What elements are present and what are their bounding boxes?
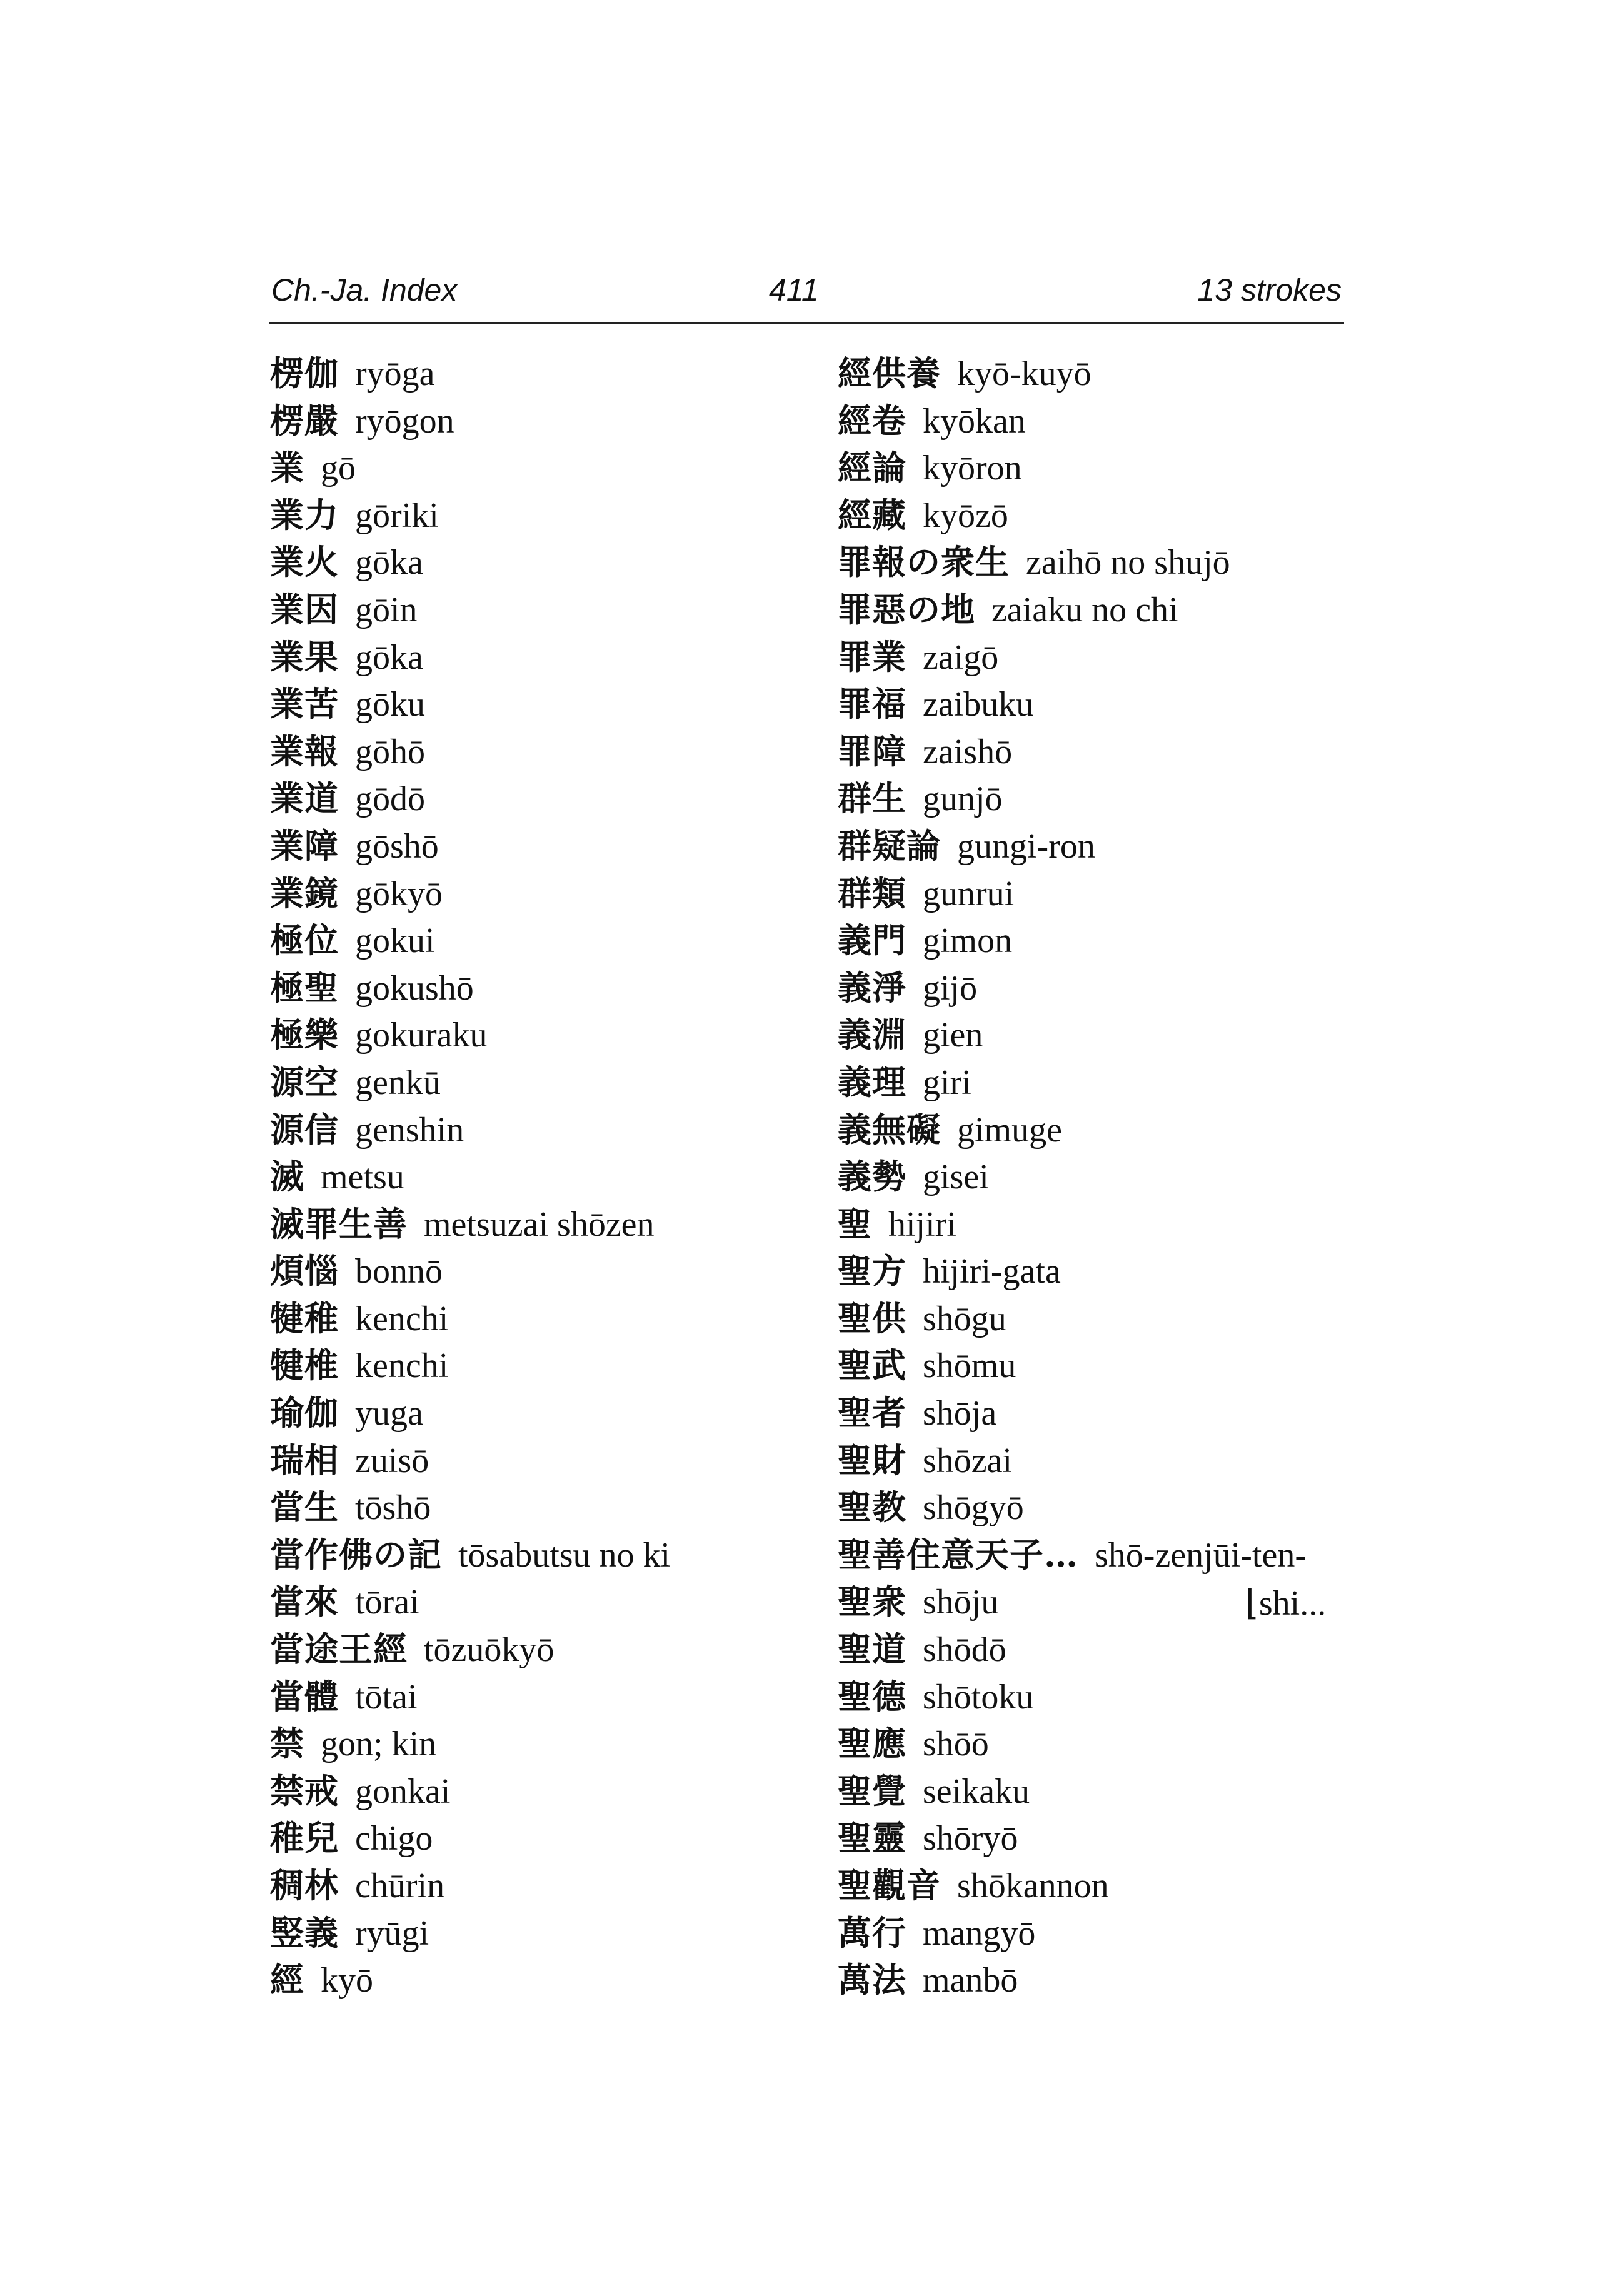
entry-reading: gōku (355, 685, 425, 724)
entry-kanji: 禁戒 (270, 1770, 339, 1811)
entry-reading: metsu (321, 1158, 404, 1197)
entry-kanji: 稚兒 (270, 1818, 339, 1858)
entry-reading: genkū (355, 1063, 441, 1102)
index-entry (838, 1153, 1388, 1201)
index-title: Ch.-Ja. Index (271, 273, 458, 308)
entry-reading: tōsabutsu no ki (458, 1535, 671, 1575)
index-entry (270, 1201, 833, 1248)
entry-reading: gōdō (355, 780, 425, 819)
entry-kanji: 義門 (838, 920, 906, 961)
index-entry (270, 1673, 833, 1721)
entry-kanji: 萬行 (838, 1912, 906, 1953)
entry-kanji: 當生 (270, 1487, 339, 1528)
entry-reading: zaigō (923, 638, 999, 677)
continuation-text: ⌊shi... (1245, 1584, 1327, 1623)
entry-kanji: 聖財 (838, 1440, 906, 1480)
entry-kanji: 經 (270, 1960, 304, 2000)
entry-reading: chūrin (355, 1867, 445, 1905)
entry-kanji: 聖教 (838, 1487, 906, 1528)
entry-kanji: 業障 (270, 825, 339, 866)
index-entry (838, 1532, 1388, 1579)
index-entry (838, 1484, 1388, 1532)
index-entry (838, 823, 1388, 870)
entry-kanji: 聖供 (838, 1298, 906, 1338)
index-entry (270, 1059, 833, 1106)
index-entry (838, 444, 1388, 492)
entry-kanji: 義理 (838, 1061, 906, 1102)
entry-kanji: 聖道 (838, 1629, 906, 1670)
index-entry (270, 1484, 833, 1532)
index-entry (270, 1910, 833, 1957)
entry-kanji: 源信 (270, 1109, 339, 1150)
entry-kanji: 聖靈 (838, 1818, 906, 1858)
entry-kanji: 竪義 (270, 1912, 339, 1953)
entry-reading: giri (923, 1063, 971, 1102)
entry-kanji: 楞伽 (270, 353, 339, 393)
entry-kanji: 業因 (270, 589, 339, 629)
index-entry (838, 1720, 1388, 1768)
entry-kanji: 罪障 (838, 731, 906, 771)
entry-kanji: 滅 (270, 1156, 304, 1197)
index-entry (838, 398, 1388, 445)
index-entry (270, 586, 833, 634)
entry-reading: zaihō no shujō (1026, 543, 1230, 583)
entry-reading: gisei (923, 1158, 989, 1197)
entry-kanji: 群類 (838, 873, 906, 913)
index-entry (270, 1248, 833, 1295)
index-entry (270, 870, 833, 918)
entry-reading: hijiri-gata (923, 1252, 1061, 1291)
entry-reading: gunjō (923, 780, 1003, 819)
entry-reading: shōgyō (923, 1488, 1024, 1528)
index-entry (838, 1815, 1388, 1862)
entry-kanji: 當作佛の記 (270, 1534, 442, 1575)
index-entry (838, 1437, 1388, 1485)
entry-reading: kenchi (355, 1346, 449, 1386)
entry-kanji: 經論 (838, 448, 906, 488)
entry-reading: ryōgon (355, 401, 454, 441)
entry-kanji: 罪報の衆生 (838, 542, 1010, 583)
entry-kanji: 犍椎 (270, 1345, 339, 1386)
index-entry (270, 398, 833, 445)
entry-kanji: 經卷 (838, 400, 906, 441)
index-entry (838, 539, 1388, 586)
index-entry (270, 681, 833, 728)
entry-kanji: 聖善住意天子… (838, 1534, 1078, 1575)
index-entry (838, 1011, 1388, 1059)
entry-kanji: 群疑論 (838, 825, 941, 866)
entry-kanji: 聖德 (838, 1676, 906, 1717)
entry-kanji: 經藏 (838, 494, 906, 535)
left-column (270, 350, 833, 2004)
entry-kanji: 瑞相 (270, 1440, 339, 1480)
index-entry (838, 634, 1388, 681)
index-entry (838, 492, 1388, 539)
index-entry (838, 586, 1388, 634)
entry-reading: genshin (355, 1110, 464, 1150)
index-entry (270, 917, 833, 965)
entry-reading: gonkai (355, 1772, 451, 1811)
entry-kanji: 滅罪生善 (270, 1203, 408, 1244)
entry-reading: zaiaku no chi (991, 590, 1178, 629)
index-entry (270, 775, 833, 823)
entry-kanji: 業鏡 (270, 873, 339, 913)
page-header (269, 266, 1344, 324)
entry-kanji: 業火 (270, 542, 339, 583)
entry-kanji: 經供養 (838, 353, 941, 393)
entry-kanji: 極樂 (270, 1015, 339, 1055)
entry-reading: tōtai (355, 1677, 418, 1717)
index-entry (270, 1815, 833, 1862)
entry-reading: metsuzai shōzen (424, 1205, 655, 1244)
entry-reading: tōshō (355, 1488, 431, 1528)
entry-kanji: 群生 (838, 778, 906, 819)
entry-kanji: 罪惡の地 (838, 589, 975, 629)
entry-kanji: 業力 (270, 494, 339, 535)
entry-reading: gō (321, 449, 356, 488)
entry-kanji: 聖應 (838, 1723, 906, 1764)
entry-reading: seikaku (923, 1772, 1030, 1811)
entry-kanji: 極位 (270, 920, 339, 961)
page-number: 411 (769, 273, 819, 308)
index-entry (838, 1626, 1388, 1673)
index-entry (270, 1626, 833, 1673)
index-entry (270, 1011, 833, 1059)
index-entry (838, 1862, 1388, 1910)
entry-reading: gōriki (355, 496, 439, 535)
entry-reading: zuisō (355, 1441, 429, 1480)
entry-reading: shōkannon (957, 1867, 1109, 1905)
entry-reading: tōrai (355, 1583, 419, 1622)
entry-kanji: 義淵 (838, 1015, 906, 1055)
entry-kanji: 義淨 (838, 967, 906, 1008)
entry-reading: shōtoku (923, 1677, 1034, 1717)
index-entry (838, 917, 1388, 965)
entry-reading: gokuraku (355, 1016, 488, 1055)
entry-kanji: 罪福 (838, 684, 906, 724)
entry-kanji: 禁 (270, 1723, 304, 1764)
index-entry (270, 1768, 833, 1815)
entry-kanji: 業道 (270, 778, 339, 819)
index-entry (838, 681, 1388, 728)
index-entry (838, 1768, 1388, 1815)
entry-reading: shōgu (923, 1299, 1006, 1338)
entry-reading: shōryō (923, 1819, 1018, 1858)
index-entry (838, 728, 1388, 776)
index-entry (270, 492, 833, 539)
index-entry (270, 634, 833, 681)
index-entry (838, 1295, 1388, 1343)
entry-kanji: 業苦 (270, 684, 339, 724)
entry-reading: shōdō (923, 1630, 1006, 1670)
entry-reading: shōju (923, 1583, 999, 1622)
entry-reading: shō-zenjūi-ten- (1095, 1535, 1307, 1575)
entry-reading: manbō (923, 1961, 1018, 2000)
entry-kanji: 萬法 (838, 1960, 906, 2000)
entry-reading: gokushō (355, 968, 474, 1008)
index-entry (838, 965, 1388, 1012)
index-entry (838, 1342, 1388, 1390)
index-entry (270, 1957, 833, 2004)
index-entry (838, 1106, 1388, 1154)
entry-reading: tōzuōkyō (424, 1630, 555, 1670)
right-column (838, 350, 1388, 2004)
entry-reading: kyō-kuyō (957, 354, 1092, 393)
entry-reading: kyōron (923, 449, 1022, 488)
index-entry (270, 1437, 833, 1485)
entry-kanji: 聖方 (838, 1251, 906, 1291)
entry-kanji: 煩惱 (270, 1251, 339, 1291)
entry-reading: shōzai (923, 1441, 1013, 1480)
entry-reading: gimon (923, 921, 1013, 961)
entry-reading: ryūgi (355, 1913, 429, 1953)
entry-reading: shōja (923, 1394, 997, 1433)
entry-kanji: 聖衆 (838, 1582, 906, 1622)
entry-reading: shōō (923, 1725, 989, 1764)
entry-reading: gōka (355, 543, 423, 583)
entry-reading: shōmu (923, 1346, 1016, 1386)
entry-reading: kyōzō (923, 496, 1008, 535)
entry-kanji: 業 (270, 448, 304, 488)
index-entry (838, 1248, 1388, 1295)
entry-reading: zaishō (923, 732, 1013, 771)
entry-kanji: 當體 (270, 1676, 339, 1717)
entry-reading: gon; kin (321, 1725, 437, 1764)
index-entry (270, 728, 833, 776)
entry-kanji: 極聖 (270, 967, 339, 1008)
index-entry (270, 539, 833, 586)
entry-kanji: 源空 (270, 1061, 339, 1102)
entry-kanji: 聖覺 (838, 1770, 906, 1811)
index-entry (270, 1342, 833, 1390)
entry-reading: gōkyō (355, 874, 443, 913)
entry-reading: gōin (355, 590, 418, 629)
entry-reading: gijō (923, 968, 978, 1008)
index-entry (838, 1910, 1388, 1957)
entry-reading: kenchi (355, 1299, 449, 1338)
index-entry (838, 350, 1388, 398)
entry-kanji: 義勢 (838, 1156, 906, 1197)
index-entry (270, 1720, 833, 1768)
entry-reading: gien (923, 1016, 983, 1055)
entry-reading: zaibuku (923, 685, 1034, 724)
entry-reading: bonnō (355, 1252, 443, 1291)
entry-reading: gōhō (355, 732, 425, 771)
index-entry (270, 1153, 833, 1201)
index-entry (270, 350, 833, 398)
entry-reading: kyōkan (923, 401, 1026, 441)
index-entry (838, 1059, 1388, 1106)
entry-reading: gungi-ron (957, 826, 1095, 866)
index-entry (270, 1390, 833, 1437)
entry-reading: ryōga (355, 354, 435, 393)
entry-reading: hijiri (888, 1205, 956, 1244)
index-entry (270, 1295, 833, 1343)
stroke-count-heading: 13 strokes (1197, 273, 1342, 308)
index-entry (838, 1390, 1388, 1437)
entry-kanji: 犍稚 (270, 1298, 339, 1338)
entry-kanji: 當來 (270, 1582, 339, 1622)
index-entry (270, 1532, 833, 1579)
entry-reading: chigo (355, 1819, 433, 1858)
entry-reading: yuga (355, 1394, 423, 1433)
entry-kanji: 當途王經 (270, 1629, 408, 1670)
entry-kanji: 業報 (270, 731, 339, 771)
entry-kanji: 義無礙 (838, 1109, 941, 1150)
entry-reading: gōka (355, 638, 423, 677)
index-entry (838, 1957, 1388, 2004)
index-entry (838, 1673, 1388, 1721)
entry-reading: gōshō (355, 826, 439, 866)
index-entry (838, 870, 1388, 918)
entry-kanji: 聖武 (838, 1345, 906, 1386)
entry-kanji: 楞嚴 (270, 400, 339, 441)
entry-reading: kyō (321, 1961, 373, 2000)
entry-kanji: 聖觀音 (838, 1865, 941, 1905)
entry-kanji: 罪業 (838, 636, 906, 677)
index-entry (270, 823, 833, 870)
entry-reading: gokui (355, 921, 435, 961)
entry-kanji: 聖者 (838, 1393, 906, 1433)
entry-kanji: 瑜伽 (270, 1393, 339, 1433)
entry-reading: gimuge (957, 1110, 1062, 1150)
index-entry (270, 444, 833, 492)
index-entry (270, 1862, 833, 1910)
index-entry (838, 1201, 1388, 1248)
entry-kanji: 業果 (270, 636, 339, 677)
index-entry (838, 775, 1388, 823)
entry-kanji: 稠林 (270, 1865, 339, 1905)
entry-kanji: 聖 (838, 1203, 872, 1244)
index-entry (270, 1578, 833, 1626)
entry-reading: gunrui (923, 874, 1015, 913)
index-entry (270, 1106, 833, 1154)
index-entry (270, 965, 833, 1012)
entry-reading: mangyō (923, 1913, 1036, 1953)
